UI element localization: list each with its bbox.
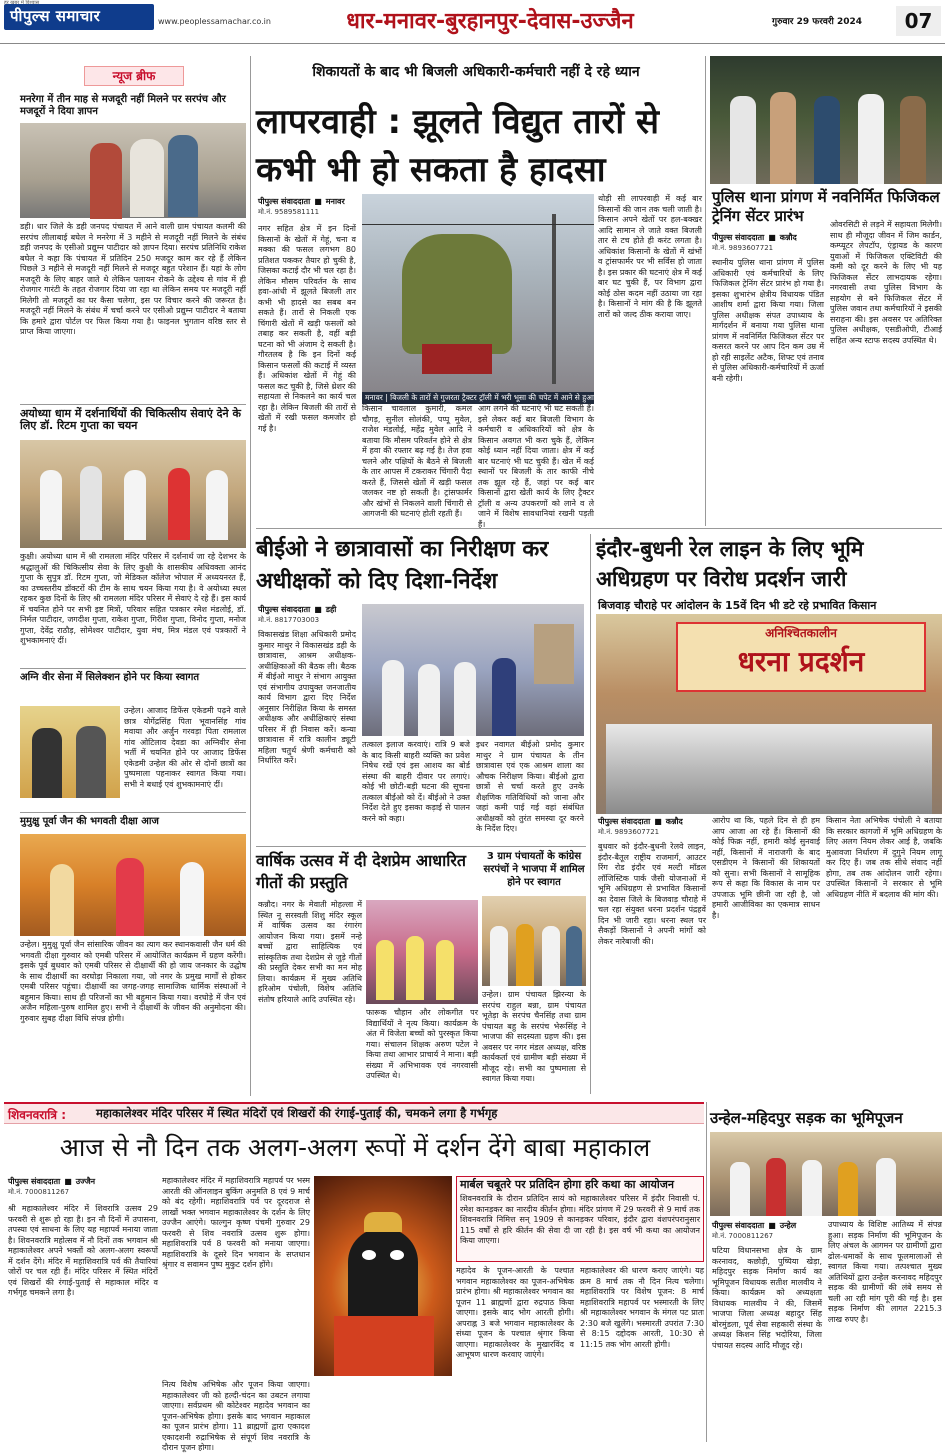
- rail-headline: इंदौर-बुधनी रेल लाइन के लिए भूमि अधिग्रहण पर विरोध प्रदर्शन जारी: [596, 537, 864, 591]
- police-col-1: स्थानीय पुलिस थाना प्रांगण में पुलिस अधिकारी एवं कर्मचारियों के लिए फिजिकल ट्रेनिंग सेंटर प्रारंभ हो गया है। इसका शुभारंभ क्षेत्रीय विधायक पंडित आशीष शर्मा द्वारा किया गया। जिला पुलिस अधीक्षक संपत उपाध्याय के मार्गदर्शन में बनाया गया पुलिस थाना प्रांगण में नवनिर्मित फिजिकल सेंटर पर कसरत करने पर आप दिन कम उम्र में हो रही साइलेंट अटैक, शिफ्ट एवं तनाव से पुलिस अधिकारी-कर्मचारियों में ऊर्जा बनी रहेगी।: [712, 258, 824, 383]
- unhel-mobile: [712, 1232, 773, 1241]
- brief-1-headline: मनरेगा में तीन माह से मजदूरी नहीं मिलने पर सरपंच और मजदूरों ने दिया ज्ञापन: [20, 94, 226, 117]
- mahakal-byline-place: उज्जैन: [75, 1177, 96, 1186]
- lead-col-2: किसान चावलाल कुमारी, कमल चौगड़, सुनील सोलंकी, पप्पू मुवेल, राजेश मंडलोई, महेंद्र मुवेल आदि ने बताया कि मौसम परिवर्तन होने से क्षेत्र में हवा की रफ्तार बढ़ गई है। तेज हवा चलने और पक्षियों के बैठने से बिजली के तार आपस में टकराकर चिंगारी पैदा करते हैं, जिससे खेतों में खड़ी फसल जलकर नष्ट हो सकती है। ट्रांसफार्मर और खंभों से निकलने वाली चिंगारी से आगजनी की घटनाएं होती रहती हैं।: [362, 404, 472, 518]
- brief-3-headline: अग्नि वीर सेना में सिलेक्शन होने पर किया स्वागत: [20, 672, 200, 683]
- lead-mobile: [258, 208, 319, 217]
- mahakal-katha-body: शिवनवरात्रि के दौरान प्रतिदिन सायं को महाकालेश्वर परिसर में इंदौर निवासी पं. रमेश कानड़कर का नारदीय कीर्तन होगा। मंदिर प्रांगण में 29 फरवरी से 9 मार्च तक शिवनवरात्रि निमित्त सन् 1909 से कानड़कर परिवार, इंदौर द्वारा वंशपरंपरानुसार 115 वर्षों से हरि कीर्तन की सेवा दी जा रही है। इस वर्ष भी कथा का आयोजन किया जाएगा।: [460, 1194, 700, 1245]
- beo-col-3: इधर नवागत बीईओ प्रमोद कुमार माथुर ने ग्राम पंचायत के तीन छात्रावास एवं एक आश्रम शाला का औचक निरीक्षण किया। बीईओ द्वारा छात्रों से चर्चा करते हुए उनके शैक्षणिक गतिविधियों को जाना और जहां कमी पाई गई वहां संबंधित अधीक्षकों को तुरंत समस्या दूर करने के निर्देश दिए।: [476, 740, 584, 833]
- rail-byline-sep: ■: [654, 817, 662, 826]
- mahakal-col-3: नित्य विशेष अभिषेक और पूजन किया जाएगा। महाकालेश्वर जी को हल्दी-चंदन का उबटन लगाया जाएगा। सर्वप्रथम श्री कोटेश्वर महादेव भगवान का पूजन-अभिषेक होगा। इसके बाद भगवान महाकाल का पूजन प्रारंभ होगा। 11 ब्राह्मणों द्वारा एकादश एकादशनी रुद्राभिषेक से संपूर्ण शिव नवरात्रि के दौरान पूजन होगा।: [162, 1380, 310, 1452]
- rail-photo: [596, 614, 942, 814]
- cong-headline: 3 ग्राम पंचायतों के कांग्रेस सरपंचों ने भाजपा में शामिल होने पर स्वागत: [483, 851, 585, 888]
- rail-col-1: बुधवार को इंदौर-बुधनी रेलवे लाइन, इंदौर-बैतूल राष्ट्रीय राजमार्ग, आउटर रिंग रोड इंदौर एवं मल्टी मॉडल लॉजिस्टिक पार्क जैसी योजनाओं में भूमि अधिग्रहण से प्रभावित किसानों का देवास जिले के बिजवाड़ चौराहे में चल रहा संयुक्त धरना प्रदर्शन पंद्रहवें दिन भी जारी रहा। धरना स्थल पर सैकड़ों किसानों ने अपनी मांगों को लेकर नारेबाजी की।: [598, 842, 706, 946]
- news-brief-label: [84, 66, 184, 86]
- annual-photo: [366, 900, 478, 1004]
- cities-title: धार-मनावर-बुरहानपुर-देवास-उज्जैन: [346, 9, 634, 34]
- police-mobile: [712, 244, 773, 253]
- rail-kicker: बिजवाड़ चौराहे पर आंदोलन के 15वें दिन भी डटे रहे प्रभावित किसान: [598, 599, 877, 612]
- brief-2-photo: [20, 440, 246, 548]
- mahakal-mobile: [8, 1188, 69, 1197]
- police-byline: [712, 232, 797, 243]
- rail-banner-2: धरना प्रदर्शन: [737, 645, 865, 678]
- brief-2-body: कुक्षी। अयोध्या धाम में श्री रामलला मंदिर परिसर में दर्शनार्थ जा रहे देशभर के श्रद्धालुओं की चिकित्सीय सेवा के लिए कुक्षी के शासकीय अधिवक्ता आनंद गुप्ता के सुपुत्र डॉ. रिटम गुप्ता, जो मेडिकल कॉलेज भोपाल में अध्ययनरत हैं, का उच्चस्तरीय डॉक्टरों की टीम के साथ चयन किया गया है। वे अयोध्या स्थल रहकर कुछ दिनों के लिए श्री रामलला मंदिर परिसर में सेवाएं दे रहे हैं। इस कार्य में चयनित होने पर सभी इष्ट मित्रों, परिवार सहित पत्रकार रमेश मंडलोई, डॉ. निर्मल पाटीदार, जगदीश गुप्ता, राकेश गुप्ता, गिरीश गुप्ता, विनोद गुप्ता, मनोज गुप्ता, देवेंद्र राठौड़, सोमेश्वर पाटीदार, युवा मंच, मित्र मंडल एवं पत्रकारों ने शुभकामनाएं दीं।: [20, 552, 246, 645]
- unhel-byline-name: पीपुल्स संवाददाता: [712, 1221, 765, 1230]
- mahakal-kicker-label: शिवनवरात्रि :: [8, 1108, 66, 1122]
- annual-col-1: कन्नौद। नगर के मेवाती मोहल्ला में स्थित नू सरस्वती शिशु मंदिर स्कूल में वार्षिक उत्सव का रंगारंग आयोजन किया गया। इसमें नन्हे बच्चों द्वारा साहित्यिक एवं सांस्कृतिक तथा देशप्रेम से जुड़े गीतों की प्रस्तुति देकर सभी का मन मोह लिया। कार्यक्रम में मुख्य अतिथि हरिओम पंचोली, विशेष अतिथि संतोष हरियाले आदि उपस्थित रहे।: [258, 900, 362, 1004]
- police-byline-name: पीपुल्स संवाददाता: [712, 233, 765, 242]
- brief-2-headline: अयोध्या धाम में दर्शनार्थियों की चिकित्सीय सेवाएं देने के लिए डॉ. रिटम गुप्ता का चयन: [20, 407, 241, 432]
- rail-banner-1: अनिश्चितकालीन: [765, 626, 837, 640]
- rail-byline-place: कन्नौद: [665, 817, 683, 826]
- lead-mobile-text: मो.नं. 9589581111: [258, 208, 320, 216]
- police-photo: [710, 56, 942, 184]
- beo-byline-name: पीपुल्स संवाददाता: [258, 605, 311, 614]
- lead-caption: मनावर | बिजली के तारों से गुजरता ट्रैक्टर ट्रॉली में भरी भूसा की चपेट में आने से हुआ हादसा।: [362, 392, 594, 404]
- lead-col-3: आग लगने की घटनाएं भी घट सकती हैं। इसे लेकर कई बार बिजली विभाग के कर्मचारी व अधिकारियों को क्षेत्र के किसान अवगत भी करा चुके हैं, लेकिन कोई ध्यान नहीं दिया जाता। क्षेत्र में कई बार घटनाएं भी घट चुकी हैं। खेत में कई स्थानों पर बिजली के तार काफी नीचे तक झूल रहे हैं, जहां पर कई बार किसानों द्वारा खेती कार्य के लिए ट्रैक्टर ट्रॉली व अन्य उपकरणों को लाने व ले जाने में विशेष सावधानियां रखनी पड़ती हैं।: [478, 404, 594, 529]
- beo-col-2: तत्काल इलाज करवाएं। रात्रि 9 बजे के बाद किसी बाहरी व्यक्ति का प्रवेश निषेध रखें एवं इस आशय का बोर्ड संस्था की बाहरी दीवार पर लगाएं। कोई भी छोटी-बड़ी घटना की सूचना तत्काल बीईओ को दें। बीईओ ने उक्त निर्देश देते हुए इसका कड़ाई से पालन करने को कहा।: [362, 740, 470, 823]
- masthead: [0, 0, 945, 44]
- brief-4-body: उन्हेल। मुमुक्षु पूर्वा जैन सांसारिक जीवन का त्याग कर स्थानकवासी जैन धर्म की भगवती दीक्षा गुरुवार को एमबी परिसर में आयोजित कार्यक्रम में ग्रहण करेंगी। इसके पूर्व बुधवार को एमबी परिसर से दीक्षार्थी की हो जाय जनकार के उद्घोष के साथ दीक्षार्थी का वरघोड़ा निकाला गया, जो नगर के प्रमुख मार्गों से होकर एमबी परिसर पहुंचा। दीक्षार्थी का जगह-जगह सामाजिक धार्मिक संस्थाओं ने बहुमान किया। साथ ही परिजनों का भी बहुमान किया गया। वरघोड़े में जैन एवं अजैन महिला-पुरुष शामिल हुए। सभी ने दीक्षार्थी के जीवन की अनुमोदना की। गुरुवार सुबह दीक्षा विधि संपन्न होगी।: [20, 940, 246, 1023]
- mahakal-col-4: महादेव के पूजन-आरती के पश्चात भगवान महाकालेश्वर का पूजन-अभिषेक प्रारंभ होगा। श्री महाकालेश्वर भगवान का पूजन 11 ब्राह्मणों द्वारा रुद्रपाठ किया जाएगा। इसके बाद भोग आरती होगी। अपराह्न 3 बजे भगवान महाकालेश्वर के संध्या पूजन के पश्चात श्रृंगार किया जाएगा। महाकालेश्वर के मुखारविंद व आभूषण धारण करवाए जाएंगे।: [456, 1266, 574, 1359]
- beo-photo: [362, 604, 584, 736]
- beo-byline-place: डही: [325, 605, 337, 614]
- mahakal-byline-name: पीपुल्स संवाददाता: [8, 1177, 61, 1186]
- beo-mobile-text: मो.नं. 8817703003: [258, 616, 320, 624]
- police-mobile-text: मो.नं. 9893607721: [712, 244, 774, 252]
- lead-headline: लापरवाही : झूलते विद्युत तारों से कभी भी हो सकता है हादसा: [256, 102, 659, 190]
- lead-byline-name: पीपुल्स संवाददाता: [258, 197, 311, 206]
- police-byline-sep: ■: [768, 233, 776, 242]
- beo-byline: [258, 604, 336, 615]
- unhel-mobile-text: मो.नं. 7000811267: [712, 1232, 774, 1240]
- beo-headline: बीईओ ने छात्रावासों का निरीक्षण कर अधीक्षकों को दिए दिशा-निर्देश: [256, 537, 549, 594]
- unhel-photo: [710, 1132, 942, 1216]
- brief-3-body: उन्हेल। आजाद डिफेंस एकेडमी पढ़ने वाले छात्र योगेंद्रसिंह पिता भूवानसिंह गांव मवाया और अर्जुन गरवड़ा पिता रामलाल गांव ओटिलाव देवडा का अग्निवीर सेना भर्ती में चयनित होने पर आजाद डिफेंस एकेडमी उन्हेल की ओर से दोनों छात्रों का पुष्पमाला पहनाकर स्वागत किया गया। सभी ने बधाई एवं शुभकामनाएं दीं।: [124, 706, 246, 789]
- logo-text: पीपुल्स समाचार: [10, 7, 101, 25]
- cong-photo: [482, 896, 586, 986]
- rail-byline: [598, 816, 683, 827]
- lead-byline-sep: ■: [314, 197, 322, 206]
- beo-byline-sep: ■: [314, 605, 322, 614]
- rail-mobile: [598, 828, 659, 837]
- lead-photo: [362, 194, 594, 392]
- brief-1-body: डही। धार जिले के डही जनपद पंचायत में आने वाली ग्राम पंचायत कलमी की सरपंच लीलाबाई बघेल ने मनरेगा में 3 महीने से मजदूरी नहीं मिलने के संबंध डही जनपद के एसीओ प्रद्युम्न पाटीदार को ज्ञापन दिया। सरपंच प्रतिनिधि राकेश बघेल ने कहा कि पंचायत में प्रतिदिन 250 मजदूर काम कर रहे हैं लेकिन पिछले 3 महीने से मजदूरी नहीं मिलने से मजदूर बहुत परेशान हैं। यहां के लोग मजदूरी के लिए बाहर जाते थे लेकिन पलायन रोकने के उद्देश्य से गांव में ही रोजगार गारंटी के तहत रोजगार दिया जा रहा था लेकिन समय पर मजदूरी नहीं मिलेगी तो मजदूरों का घर कैसा चलेगा, इस पर विचार करने की जरूरत है। मजदूरी नहीं मिलने के संबंध में चर्चा करने पर एसीओ प्रद्युम्न पाटीदार ने बताया कि हमारे द्वारा पोर्टल पर फिल किया गया है। फाइनल भुगतान वरिष्ठ स्तर से प्राप्त किया जाएगा।: [20, 222, 246, 336]
- brief-3-photo: [20, 706, 120, 798]
- mahakal-headline: आज से नौ दिन तक अलग-अलग रूपों में दर्शन देंगे बाबा महाकाल: [59, 1133, 651, 1162]
- unhel-byline-sep: ■: [768, 1221, 776, 1230]
- lead-col-4: थोड़ी सी लापरवाही में कई बार किसानों की जान तक चली जाती है। किसान अपने खेतों पर हल-बक्खर आदि सामान ले जाते वक्त बिजली तार से टच होते ही करंट लगता है। अधिकांश किसानों के खेतों में खंभों व ट्रांसफार्मर पर भी सर्विस हो जाता है। इस प्रकार की घटनाएं क्षेत्र में कई बार घट चुकी हैं, पर विभाग द्वारा कोई ठोस कदम नहीं उठाया जा रहा है। किसानों ने मांग की है कि झूलते तारों को जल्द ठीक कराया जाए।: [598, 194, 702, 319]
- mahakal-katha-headline: मार्बल चबूतरे पर प्रतिदिन होगा हरि कथा का आयोजन: [460, 1178, 675, 1191]
- annual-col-2: फारूक चौहान और लोकगीत पर विद्यार्थियों ने नृत्य किया। कार्यक्रम के अंत में विजेता बच्चों को पुरस्कृत किया गया। संचालन शिक्षक अरुण पटेल ने किया तथा आभार प्राचार्य ने माना। बड़ी संख्या में अभिभावक एवं नगरवासी उपस्थित थे।: [366, 1008, 478, 1080]
- mahakal-col-2: महाकालेश्वर मंदिर में महाशिवरात्रि महापर्व पर भस्म आरती की ऑनलाइन बुकिंग अनुमति 8 एवं 9 मार्च को बंद रहेगी। महाशिवरात्रि पर्व पर दूरदराज से लाखों भक्त भगवान महाकालेश्वर के दर्शन के लिए उज्जैन आएंगे। फाल्गुन कृष्ण पंचमी गुरुवार 29 फरवरी से शिव नवरात्रि उत्सव शुरू होगा। महाशिवरात्रि पर्व 8 फरवरी को मनाया जाएगा। महाशिवरात्रि के दूसरे दिन भगवान के सप्तधान श्रृंगार व सवामन पुष्प मुकुट दर्शन होंगे।: [162, 1176, 310, 1269]
- news-brief-label-text: न्यूज ब्रीफ: [112, 69, 156, 83]
- date: गुरुवार 29 फरवरी 2024: [772, 17, 863, 27]
- brief-4-headline: मुमुक्षु पूर्वा जैन की भगवती दीक्षा आज: [20, 816, 159, 827]
- brief-1-photo: [20, 123, 246, 218]
- unhel-headline: उन्हेल-महिदपुर सड़क का भूमिपूजन: [710, 1109, 903, 1127]
- website[interactable]: www.peoplessamachar.co.in: [158, 17, 271, 26]
- lead-kicker: शिकायतों के बाद भी बिजली अधिकारी-कर्मचारी नहीं दे रहे ध्यान: [312, 64, 640, 80]
- beo-mobile: [258, 616, 319, 625]
- mahakal-kicker: महाकालेश्वर मंदिर परिसर में स्थित मंदिरों एवं शिखरों की रंगाई-पुताई की, चमकने लगा है गर्भगृह: [96, 1106, 498, 1120]
- unhel-byline-place: उन्हेल: [779, 1221, 797, 1230]
- lead-col-1: नगर सहित क्षेत्र में इन दिनों किसानों के खेतों में गेहूं, चना व मक्का की फसल लगभग 80 प्रतिशत पककर तैयार हो चुकी है, जिसका कटाई दौर भी चल रहा है। लेकिन मौसम परिवर्तन के साथ हवा-आंधी में झूलते बिजली तार कभी भी हादसे का सबब बन सकते हैं। तारों से निकली एक चिंगारी खेतों में खड़ी फसलों को तबाह कर सकती है, वहीं बड़ी घटना को भी अंजाम दे सकती है। गौरतलब है कि इन दिनों कई किसान फसलों की कटाई में व्यस्त हैं। अधिकांश खेतों में गेहूं की फसल कट चुकी है, जिसे थ्रेशर की सहायता से निकलने का कार्य चल रहा है। लेकिन बिजली की तारों से खेतों में रखी फसल कमजोर हो गई है।: [258, 224, 356, 433]
- unhel-col-1: घटिया विधानसभा क्षेत्र के ग्राम करनावद, कछोड़ी, पुष्पिया खेड़ा, महिदपुर सड़क निर्माण कार्य का भूमिपूजन विधायक सतीश मालवीय ने किया। कार्यक्रम को अध्यक्षता विधायक मालवीय ने की, जिसमें भाजपा जिला अध्यक्ष बहादुर सिंह बोरमुंडला, पूर्व सेवा सहकारी संस्था के अध्यक्ष किशन सिंह भदोरिया, जिला पंचायत सदस्य आदि मौजूद रहे।: [712, 1246, 822, 1350]
- logo-tag: हर खबर में विश्वास: [4, 0, 40, 6]
- lead-byline: [258, 196, 345, 207]
- rail-byline-name: पीपुल्स संवाददाता: [598, 817, 651, 826]
- annual-headline: वार्षिक उत्सव में दी देशप्रेम आधारित गीतों की प्रस्तुति: [256, 851, 467, 892]
- mahakal-mobile-text: मो.नं. 7000811267: [8, 1188, 70, 1196]
- brief-4-photo: [20, 834, 246, 936]
- unhel-col-2: उपाध्याय के विशिष्ट आतिथ्य में संपन्न हुआ। सड़क निर्माण की भूमिपूजन के लिए अंचल के आगमन पर ग्रामीणों द्वारा ढोल-धमाकों के साथ फूलमालाओं से स्वागत किया गया। तत्पश्चात मुख्य अतिथियों द्वारा उन्हेल करनावद महिदपुर सड़क की ग्रामीणों की लंबे समय से चली आ रही मांग पूरी की गई है। इस सड़क निर्माण की लागत 2215.3 लाख रुपए है।: [828, 1220, 942, 1324]
- rail-mobile-text: मो.नं. 9893607721: [598, 828, 660, 836]
- beo-col-1: विकासखंड शिक्षा अधिकारी प्रमोद कुमार माथुर ने विकासखंड डही के छात्रावास, आश्रम अधीक्षक-अधीक्षिकाओं की बैठक ली। बैठक में बीईओ माथुर ने संभाग आयुक्त एवं संभागीय उपायुक्त जनजातीय कार्य विभाग द्वारा दिए निर्देश अनुसार निरीक्षित किया के समस्त अधीक्षक और अधीक्षिकाएं संस्था परिसर में ही निवास करें। कन्या छात्रावास में रात्रि कालीन ड्यूटी महिला चतुर्थ श्रेणी कर्मचारी को निर्धारित करें।: [258, 630, 356, 765]
- rail-col-3: किसान नेता अभिषेक पंचोली ने बताया कि सरकार कागजों में भूमि अधिग्रहण के लिए अलग नियम लेकर आई है, जबकि मुआवजा निर्धारण में दुगुने नियम लागू कर दिए हैं। जब तक सीधे संवाद नहीं होगा, तब तक आंदोलन जारी रहेगा। उपस्थित किसानों ने सरकार से भूमि अधिग्रहण नीति में बदलाव की मांग की।: [826, 816, 942, 899]
- police-byline-place: कन्नौद: [779, 233, 797, 242]
- mahakal-col-1: श्री महाकालेश्वर मंदिर में शिवरात्रि उत्सव 29 फरवरी से शुरू हो रहा है। इन नौ दिनों में उपासना, तपस्या एवं साधना के लिए यह महापर्व मनाया जाता है। शिवनवरात्रि महोत्सव में नौ दिनों तक भगवान श्री महाकालेश्वर अपने भक्तों को अलग-अलग स्वरूपों में दर्शन देंगे। मंदिर में महाशिवरात्रि पर्व की तैयारियां जोरों पर चल रही हैं। मंदिर परिसर में स्थित मंदिरों एवं शिखरों की रंगाई-पुताई से महाकाल मंदिर व गर्भगृह चमकने लगा है।: [8, 1204, 158, 1297]
- mahakal-col-5: महाकालेश्वर की धारण कराए जाएंगे। यह क्रम 8 मार्च तक नौ दिन नित्य चलेगा। महाशिवरात्रि पर विशेष पूजन: 8 मार्च महाशिवरात्रि महापर्व पर भस्मारती के लिए श्री महाकालेश्वर भगवान के मंगल पट प्रातः 2:30 बजे खुलेंगे। भस्मारती उपरांत 7:30 से 8:15 दद्दोदक आरती, 10:30 से 11:15 तक भोग आरती होगी।: [580, 1266, 704, 1349]
- lead-byline-place: मनावर: [325, 197, 345, 206]
- mahakal-byline-sep: ■: [64, 1177, 72, 1186]
- page-number: 07: [896, 6, 941, 36]
- rail-col-2: आरोप था कि, पहले दिन से ही हम आप आजा आ रहे हैं। किसानों की कोई फिक्र नहीं, हमारी कोई सुनवाई नहीं, किसानों में नाराजगी के बाद एसडीएम ने किसानों की शिकायतों को सुना। सभी किसानों ने सामूहिक रूप से कहा कि विकास के नाम पर उपजाऊ भूमि छीनी जा रही है, जो हमारी आजीविका का एकमात्र साधन है।: [712, 816, 820, 920]
- police-col-2: ओवरसिटी से लड़ने में सहायता मिलेगी। साथ ही मौजूदा जीवन में जिम कार्डन, कम्प्यूटर लेपटॉप, एंड्रायड के कारण युवाओं में फिजिकल एक्टिविटी की कमी को दूर करने के लिए भी यह फिजिकल सेंटर लाभदायक रहेगा। नगरवासी तथा पुलिस विभाग के सहयोग से बने फिजिकल सेंटर में पुलिस जवान तथा कर्मचारियों ने इसकी सराहना की। इस अवसर पर अतिरिक्त पुलिस अधीक्षक, एसडीओपी, टीआई सहित अन्य स्टाफ सदस्य उपस्थित थे।: [830, 220, 942, 345]
- mahakal-byline: [8, 1176, 95, 1187]
- unhel-byline: [712, 1220, 796, 1231]
- mahakal-photo: [314, 1176, 452, 1376]
- cong-body: उन्हेल। ग्राम पंचायत झिरन्या के सरपंच राहुल बन्ना, ग्राम पंचायत भूतेड़ा के सरपंच चैनसिंह तथा ग्राम पंचायत बहु के सरपंच भेरूसिंह ने भाजपा की सदस्यता ग्रहण की। इस अवसर पर नगर मंडल अध्यक्ष, वरिष्ठ कार्यकर्ता एवं ग्रामीण बड़ी संख्या में मौजूद रहे। सभी का पुष्पमाला से स्वागत किया गया।: [482, 990, 586, 1083]
- police-headline: पुलिस थाना प्रांगण में नवनिर्मित फिजिकल ट्रेनिंग सेंटर प्रारंभ: [712, 188, 940, 225]
